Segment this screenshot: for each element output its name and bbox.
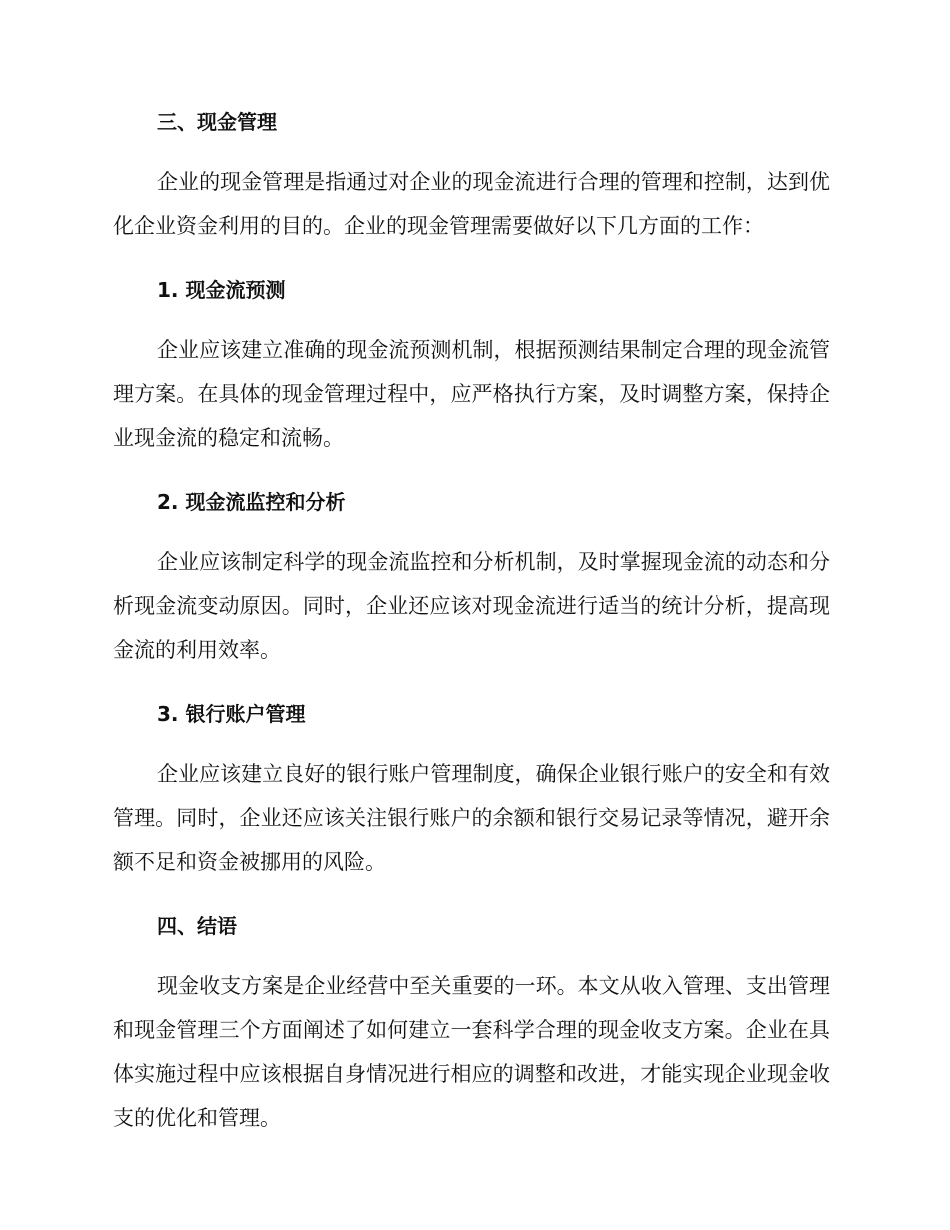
subheading-cash-flow-monitoring: 2. 现金流监控和分析 — [157, 490, 346, 514]
document-body — [113, 108, 830, 1140]
subheading-bank-account-management: 3. 银行账户管理 — [157, 702, 306, 726]
subheading-cash-flow-forecast: 1. 现金流预测 — [157, 278, 286, 302]
section-paragraph-cash-management: 企业的现金管理是指通过对企业的现金流进行合理的管理和控制，达到优化企业资金利用的目的。企业的现金管理需要做好以下几方面的工作： — [113, 170, 830, 238]
paragraph-cash-flow-monitoring: 企业应该制定科学的现金流监控和分析机制，及时掌握现金流的动态和分析现金流变动原因。同时，企业还应该对现金流进行适当的统计分析，提高现金流的利用效率。 — [113, 550, 830, 662]
paragraph-conclusion: 现金收支方案是企业经营中至关重要的一环。本文从收入管理、支出管理和现金管理三个方面阐述了如何建立一套科学合理的现金收支方案。企业在具体实施过程中应该根据自身情况进行相应的调整和改进，才能实现企业现金收支的优化和管理。 — [113, 974, 830, 1130]
paragraph-cash-flow-forecast: 企业应该建立准确的现金流预测机制，根据预测结果制定合理的现金流管理方案。在具体的现金管理过程中，应严格执行方案，及时调整方案，保持企业现金流的稳定和流畅。 — [113, 338, 830, 450]
paragraph-bank-account-management: 企业应该建立良好的银行账户管理制度，确保企业银行账户的安全和有效管理。同时，企业还应该关注银行账户的余额和银行交易记录等情况，避开余额不足和资金被挪用的风险。 — [113, 762, 830, 874]
section-heading-cash-management: 三、现金管理 — [157, 110, 277, 134]
section-heading-conclusion: 四、结语 — [157, 914, 237, 938]
